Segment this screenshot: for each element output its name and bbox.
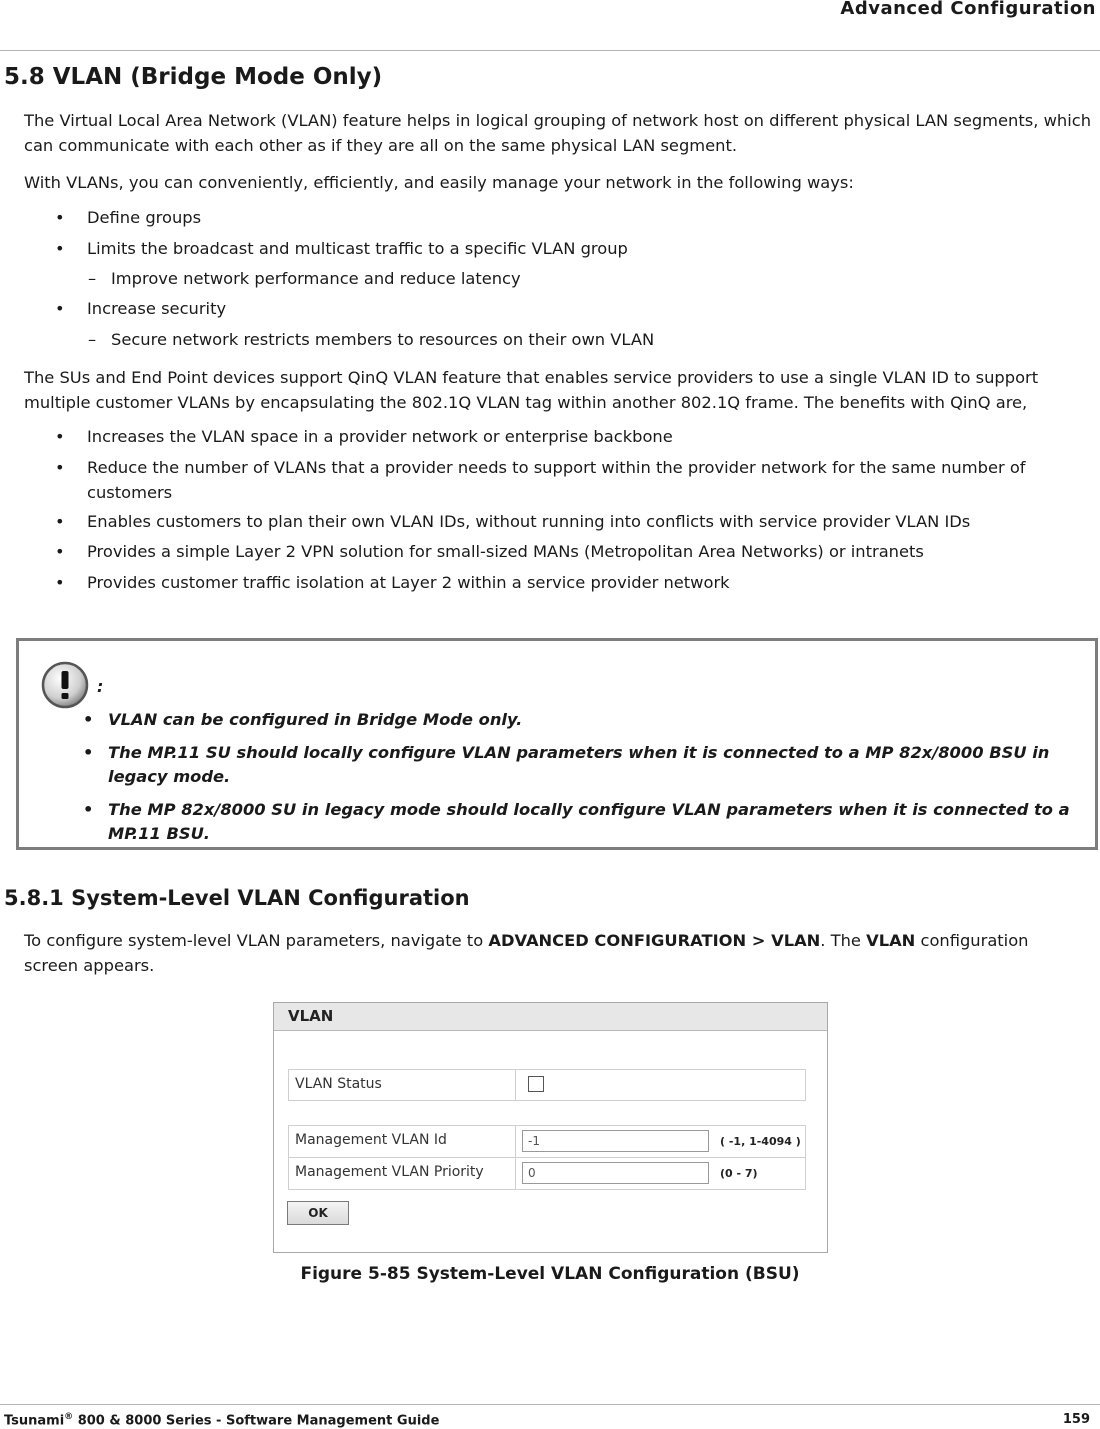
screen-name: VLAN [866, 931, 916, 950]
note-item-text: VLAN can be configured in Bridge Mode only. [108, 710, 523, 729]
instruction-text: screen appears. [24, 956, 155, 975]
bullet-mark: • [55, 573, 65, 592]
subsection-title: 5.8.1 System-Level VLAN Configuration [4, 886, 470, 910]
mgmt-vlan-priority-row [288, 1157, 806, 1190]
mgmt-vlan-id-range: ( -1, 1-4094 ) [720, 1135, 801, 1148]
qinq-paragraph: The SUs and End Point devices support QinQ VLAN feature that enables service providers to use a single VLAN ID to support multiple customer VLANs by encapsulating the 802.1Q VLAN tag within another 802.1Q frame. The benefits with QinQ are, [24, 368, 1039, 412]
sub-list-item-text: Improve network performance and reduce latency [111, 269, 521, 288]
section-title: 5.8 VLAN (Bridge Mode Only) [4, 64, 383, 90]
field-label [289, 1070, 516, 1100]
list-item-text: Provides a simple Layer 2 VPN solution for small-sized MANs (Metropolitan Area Networks) or intranets [87, 542, 924, 561]
vlan-status-label: VLAN Status [295, 1076, 382, 1092]
vlan-status-checkbox[interactable] [528, 1076, 544, 1092]
bullet-mark: • [83, 800, 94, 819]
sub-list-item-text: Secure network restricts members to resources on their own VLAN [111, 330, 655, 349]
bullet-mark: • [55, 458, 65, 477]
panel-title: VLAN [288, 1007, 334, 1025]
vlan-status-row [288, 1069, 806, 1101]
footer-guide-suffix: 800 & 8000 Series - Software Management Guide [73, 1413, 440, 1429]
bullet-mark: • [83, 743, 94, 762]
instruction-text: To configure system-level VLAN parameters, navigate to [24, 931, 489, 950]
list-item-text: Limits the broadcast and multicast traffic to a specific VLAN group [87, 239, 628, 258]
bullet-mark: • [55, 239, 65, 258]
ok-button[interactable]: OK [287, 1201, 349, 1225]
note-item-text: The MP.11 SU should locally configure VLAN parameters when it is connected to a MP 82x/8000 BSU in legacy mode. [108, 743, 1050, 786]
vlan-panel [273, 1002, 828, 1253]
instruction-text: configuration [915, 931, 1029, 950]
mgmt-vlan-priority-range: (0 - 7) [720, 1167, 758, 1180]
panel-header [274, 1003, 827, 1031]
figure-caption: Figure 5-85 System-Level VLAN Configuration (BSU) [300, 1264, 800, 1284]
bullet-mark: • [55, 427, 65, 446]
nav-path: ADVANCED CONFIGURATION > VLAN [488, 931, 821, 950]
ways-intro: With VLANs, you can conveniently, efficiently, and easily manage your network in the following ways: [24, 173, 854, 192]
bullet-mark: • [55, 299, 65, 318]
footer-guide-prefix: Tsunami [4, 1413, 65, 1429]
registered-mark: ® [64, 1412, 74, 1422]
field-label [289, 1126, 516, 1157]
field-label [289, 1158, 516, 1189]
bullet-mark: • [55, 208, 65, 227]
list-item-text: Increases the VLAN space in a provider network or enterprise backbone [87, 427, 673, 446]
dash-mark: – [88, 330, 97, 349]
footer-rule [0, 1404, 1100, 1405]
list-item-text: Reduce the number of VLANs that a provider needs to support within the provider network for the same number of customers [87, 458, 1026, 502]
mgmt-vlan-priority-input[interactable] [522, 1162, 709, 1184]
dash-mark: – [88, 269, 97, 288]
mgmt-vlan-id-label: Management VLAN Id [295, 1132, 447, 1148]
note-item-text: The MP 82x/8000 SU in legacy mode should locally configure VLAN parameters when it is connected to a MP.11 BSU. [108, 800, 1070, 843]
exclamation-icon [41, 661, 89, 709]
note-box [16, 638, 1098, 850]
running-header: Advanced Configuration [840, 0, 1096, 19]
footer-guide-title [4, 1412, 439, 1428]
bullet-mark: • [55, 542, 65, 561]
header-rule [0, 50, 1100, 51]
note-colon: : [97, 677, 104, 696]
intro-paragraph: The Virtual Local Area Network (VLAN) feature helps in logical grouping of network host on different physical LAN segments, which can communicate with each other as if they are all on the same physical LAN segment. [24, 111, 1092, 155]
bullet-mark: • [55, 512, 65, 531]
bullet-mark: • [83, 710, 94, 729]
list-item-text: Increase security [87, 299, 227, 318]
list-item-text: Define groups [87, 208, 202, 227]
list-item-text: Enables customers to plan their own VLAN IDs, without running into conflicts with service provider VLAN IDs [87, 512, 971, 531]
page-number: 159 [1062, 1412, 1090, 1427]
instruction-text: . The [820, 931, 867, 950]
mgmt-vlan-priority-label: Management VLAN Priority [295, 1164, 484, 1180]
list-item-text: Provides customer traffic isolation at Layer 2 within a service provider network [87, 573, 730, 592]
nav-instruction [24, 928, 1100, 978]
mgmt-vlan-id-input[interactable] [522, 1130, 709, 1152]
mgmt-vlan-id-row [288, 1125, 806, 1158]
